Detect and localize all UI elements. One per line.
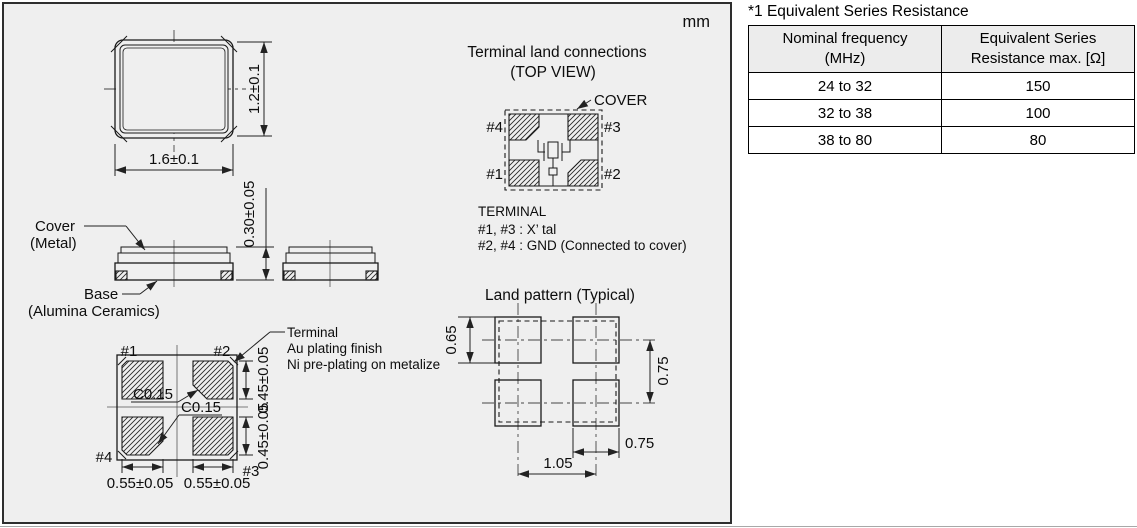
pad-height-dim-1: 0.45±0.05 — [255, 346, 272, 414]
side-view-drawing — [28, 181, 378, 320]
terminal-legend-title: TERMINAL — [478, 204, 547, 219]
pad-width-dim-2: 0.55±0.05 — [183, 475, 251, 492]
side-view-height-dim: 0.30±0.05 — [241, 180, 258, 248]
esr-col-header-resistance — [942, 26, 1135, 73]
drawing-panel — [2, 2, 732, 524]
esr-col-header-resistance-line1: Equivalent Series — [979, 29, 1097, 47]
bottom-pad1-label: #1 — [120, 343, 138, 360]
esr-col-header-resistance-line2: Resistance max. [Ω] — [970, 50, 1106, 67]
esr-frequency-cell: 32 to 38 — [749, 100, 942, 127]
cover-label-line2: (Metal) — [30, 235, 77, 252]
land-pad-height-dim: 0.65 — [443, 325, 460, 355]
esr-col-header-frequency — [749, 26, 942, 73]
chamfer-dim-1: C0.15 — [133, 386, 174, 403]
top-view-width-dim: 1.6±0.1 — [149, 151, 199, 168]
tc-pad2-label: #2 — [604, 166, 621, 183]
bottom-pad4-label: #4 — [95, 449, 113, 466]
tc-pad1-label: #1 — [486, 166, 503, 183]
esr-resistance-cell: 100 — [942, 100, 1135, 127]
esr-col-header-frequency-line2: (MHz) — [824, 50, 866, 67]
esr-resistance-cell: 80 — [942, 127, 1135, 154]
terminal-note-line3: Ni pre-plating on metalize — [287, 357, 441, 372]
bottom-view-drawing — [96, 325, 440, 492]
base-label-line2: (Alumina Ceramics) — [28, 303, 160, 320]
esr-col-header-frequency-line1: Nominal frequency — [782, 29, 908, 47]
top-view-drawing — [104, 30, 272, 176]
unit-label: mm — [682, 13, 710, 31]
tc-pad3-label: #3 — [604, 119, 621, 136]
terminal-note-line1: Terminal — [287, 325, 339, 340]
terminal-connections-subtitle: (TOP VIEW) — [510, 64, 596, 81]
base-label-line1: Base — [84, 286, 119, 303]
esr-table-title: *1 Equivalent Series Resistance — [748, 3, 969, 20]
terminal-connections-title: Terminal land connections — [467, 44, 647, 61]
land-row-pitch-dim: 0.75 — [655, 356, 672, 386]
top-view-height-dim: 1.2±0.1 — [246, 64, 263, 114]
pad-height-dim-2: 0.45±0.05 — [255, 402, 272, 470]
esr-table-row — [749, 127, 1135, 154]
tc-pad4-label: #4 — [486, 119, 503, 136]
esr-resistance-cell: 150 — [942, 73, 1135, 100]
esr-header-row — [749, 26, 1135, 73]
esr-frequency-cell: 38 to 80 — [749, 127, 942, 154]
terminal-note-line2: Au plating finish — [287, 341, 383, 356]
mechanical-drawing — [4, 4, 730, 520]
esr-table — [748, 25, 1135, 154]
land-col-pitch-dim: 1.05 — [543, 455, 573, 472]
land-pattern-title: Land pattern (Typical) — [485, 287, 635, 304]
land-pattern-drawing — [443, 287, 672, 477]
window-bottom-edge — [0, 526, 1137, 527]
chamfer-dim-2: C0.15 — [181, 399, 222, 416]
esr-table-row — [749, 100, 1135, 127]
cover-label-line1: Cover — [35, 218, 76, 235]
pad-width-dim-1: 0.55±0.05 — [106, 475, 174, 492]
terminal-connections-drawing — [467, 44, 686, 253]
esr-section — [748, 3, 1136, 154]
land-pad-width-dim: 0.75 — [625, 435, 655, 452]
cover-callout-label: COVER — [594, 92, 648, 109]
esr-table-row — [749, 73, 1135, 100]
bottom-pad3-label: #3 — [242, 463, 260, 480]
terminal-legend-xtal: #1, #3 : X’ tal — [478, 222, 557, 237]
bottom-pad2-label: #2 — [213, 343, 231, 360]
terminal-legend-gnd: #2, #4 : GND (Connected to cover) — [478, 238, 687, 253]
esr-frequency-cell: 24 to 32 — [749, 73, 942, 100]
